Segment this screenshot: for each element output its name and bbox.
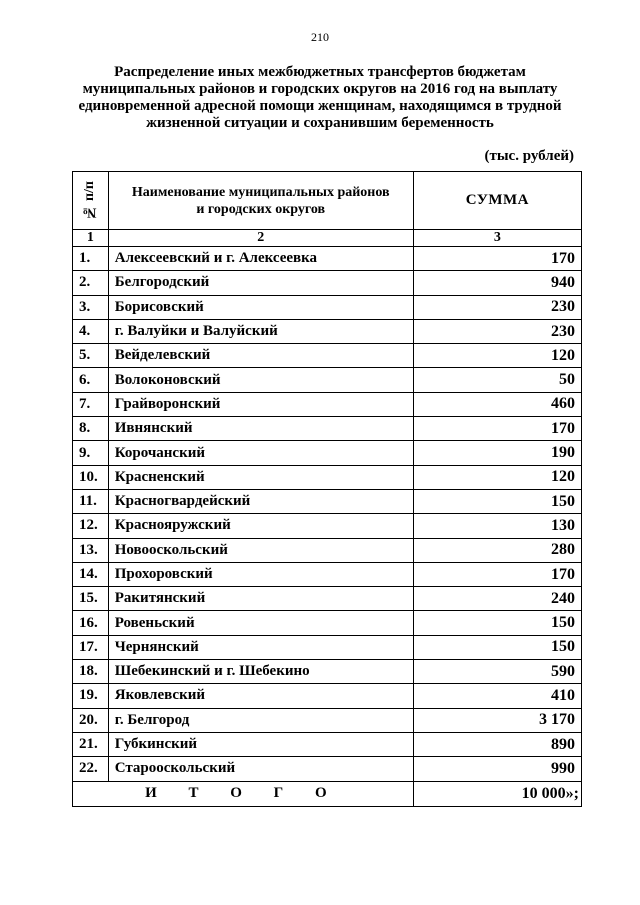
row-name: Красненский <box>108 465 413 489</box>
table-row <box>73 587 582 611</box>
row-name: Шебекинский и г. Шебекино <box>108 660 413 684</box>
table-row <box>73 368 582 392</box>
row-sum: 120 <box>413 465 581 489</box>
row-sum: 940 <box>413 271 581 295</box>
title-line: муниципальных районов и городских округов на 2016 год на выплату <box>82 81 558 97</box>
row-number: 18. <box>73 660 109 684</box>
table-row <box>73 441 582 465</box>
row-name: Алексеевский и г. Алексеевка <box>108 247 413 271</box>
row-name: Красногвардейский <box>108 489 413 513</box>
row-number: 19. <box>73 684 109 708</box>
row-number: 2. <box>73 271 109 295</box>
table-row <box>73 489 582 513</box>
row-name: Ровеньский <box>108 611 413 635</box>
total-label: И Т О Г О <box>73 781 414 806</box>
distribution-table <box>72 171 582 807</box>
row-sum: 590 <box>413 660 581 684</box>
row-sum: 150 <box>413 489 581 513</box>
row-number: 8. <box>73 417 109 441</box>
row-sum: 170 <box>413 417 581 441</box>
row-number: 12. <box>73 514 109 538</box>
row-sum: 410 <box>413 684 581 708</box>
row-name: Грайворонский <box>108 392 413 416</box>
document-title <box>60 64 580 132</box>
row-sum: 120 <box>413 344 581 368</box>
row-number: 20. <box>73 708 109 732</box>
column-index: 3 <box>413 230 581 247</box>
header-name <box>108 172 413 230</box>
row-sum: 990 <box>413 757 581 781</box>
row-number: 14. <box>73 562 109 586</box>
row-number: 10. <box>73 465 109 489</box>
table-row <box>73 708 582 732</box>
row-number: 16. <box>73 611 109 635</box>
row-sum: 230 <box>413 319 581 343</box>
row-number: 6. <box>73 368 109 392</box>
column-index: 2 <box>108 230 413 247</box>
column-index-row <box>73 230 582 247</box>
row-number: 22. <box>73 757 109 781</box>
table-row <box>73 319 582 343</box>
row-name: г. Белгород <box>108 708 413 732</box>
table-row <box>73 732 582 756</box>
table-row <box>73 611 582 635</box>
row-name: Корочанский <box>108 441 413 465</box>
row-sum: 130 <box>413 514 581 538</box>
row-number: 15. <box>73 587 109 611</box>
page-number: 210 <box>311 30 329 44</box>
row-sum: 170 <box>413 247 581 271</box>
header-sum: СУММА <box>413 172 581 230</box>
table-row <box>73 660 582 684</box>
title-line: жизненной ситуации и сохранившим беременность <box>146 115 494 131</box>
row-name: Старооскольский <box>108 757 413 781</box>
row-name: Ивнянский <box>108 417 413 441</box>
row-number: 21. <box>73 732 109 756</box>
row-name: Ракитянский <box>108 587 413 611</box>
row-name: Борисовский <box>108 295 413 319</box>
table-row <box>73 295 582 319</box>
header-num <box>73 172 109 230</box>
row-sum: 280 <box>413 538 581 562</box>
row-sum: 150 <box>413 611 581 635</box>
table-row <box>73 247 582 271</box>
row-sum: 150 <box>413 635 581 659</box>
row-number: 17. <box>73 635 109 659</box>
table-row <box>73 514 582 538</box>
total-value: 10 000»; <box>413 781 581 806</box>
header-name-line2: и городских округов <box>196 201 326 217</box>
table-header-row <box>73 172 582 230</box>
row-name: г. Валуйки и Валуйский <box>108 319 413 343</box>
row-name: Чернянский <box>108 635 413 659</box>
row-sum: 460 <box>413 392 581 416</box>
row-number: 9. <box>73 441 109 465</box>
row-name: Вейделевский <box>108 344 413 368</box>
table-row <box>73 757 582 781</box>
row-sum: 890 <box>413 732 581 756</box>
row-name: Белгородский <box>108 271 413 295</box>
row-number: 1. <box>73 247 109 271</box>
row-sum: 190 <box>413 441 581 465</box>
title-line: единовременной адресной помощи женщинам, находящимся в трудной <box>78 98 562 114</box>
total-row <box>73 781 582 806</box>
row-number: 3. <box>73 295 109 319</box>
column-index: 1 <box>73 230 109 247</box>
row-sum: 170 <box>413 562 581 586</box>
table-row <box>73 417 582 441</box>
table-row <box>73 392 582 416</box>
row-name: Губкинский <box>108 732 413 756</box>
header-num-label: № п/п <box>82 181 98 220</box>
row-name: Прохоровский <box>108 562 413 586</box>
header-name-line1: Наименование муниципальных районов <box>131 184 390 200</box>
row-number: 11. <box>73 489 109 513</box>
row-sum: 230 <box>413 295 581 319</box>
table-row <box>73 684 582 708</box>
row-name: Новооскольский <box>108 538 413 562</box>
row-number: 4. <box>73 319 109 343</box>
table-row <box>73 562 582 586</box>
row-sum: 50 <box>413 368 581 392</box>
row-number: 7. <box>73 392 109 416</box>
row-name: Волоконовский <box>108 368 413 392</box>
row-number: 5. <box>73 344 109 368</box>
row-name: Краснояружский <box>108 514 413 538</box>
row-sum: 240 <box>413 587 581 611</box>
units-label: (тыс. рублей) <box>484 148 574 164</box>
table-row <box>73 635 582 659</box>
row-sum: 3 170 <box>413 708 581 732</box>
table-row <box>73 271 582 295</box>
title-line: Распределение иных межбюджетных трансфертов бюджетам <box>114 64 526 80</box>
table-row <box>73 465 582 489</box>
table-row <box>73 538 582 562</box>
row-number: 13. <box>73 538 109 562</box>
table-row <box>73 344 582 368</box>
row-name: Яковлевский <box>108 684 413 708</box>
